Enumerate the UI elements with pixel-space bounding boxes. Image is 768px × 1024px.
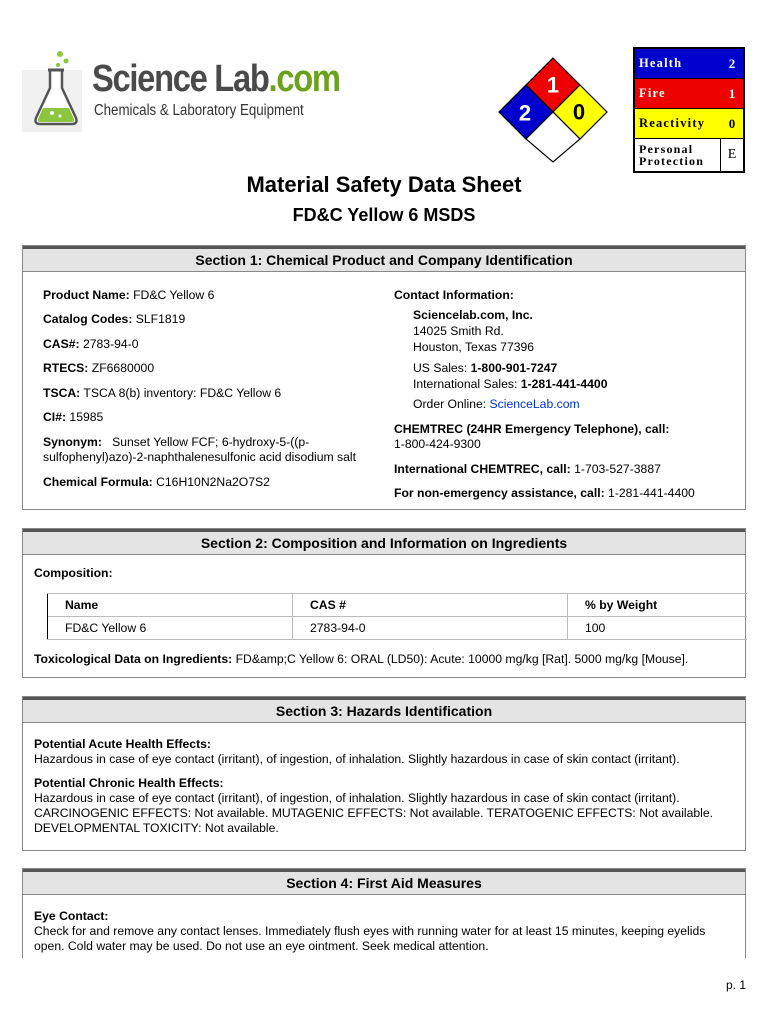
us-sales: US Sales: 1-800-901-7247 — [413, 361, 558, 375]
acute-health-effects: Potential Acute Health Effects: Hazardous in case of eye contact (irritant), of ingestion, of inhalation. Slightly hazardous in case of skin contact (irritant). — [34, 737, 680, 766]
section-3-body — [23, 723, 745, 852]
section-1-body — [23, 272, 745, 511]
address-line-2: Houston, Texas 77396 — [413, 340, 535, 354]
cas-field: CAS#: 2783-94-0 — [43, 337, 139, 351]
catalog-codes-field: Catalog Codes: SLF1819 — [43, 312, 186, 326]
nfpa-diamond — [498, 57, 608, 163]
section-4-heading: Section 4: First Aid Measures — [23, 869, 745, 895]
intl-sales: International Sales: 1-281-441-4400 — [413, 377, 608, 391]
ingredient-weight-cell: 100 — [568, 617, 748, 640]
address-line-1: 14025 Smith Rd. — [413, 324, 504, 338]
section-3 — [22, 696, 746, 851]
column-header-cas: CAS # — [293, 594, 568, 617]
hmis-fire-value: 1 — [728, 85, 736, 101]
column-header-name: Name — [48, 594, 293, 617]
eye-contact-info: Eye Contact: Check for and remove any contact lenses. Immediately flush eyes with running water for at least 15 minutes, keeping eyelids open. Cold water may be used. Do not use an eye ointment. Seek medical attention. — [34, 909, 706, 953]
ingredient-name-cell: FD&C Yellow 6 — [48, 617, 293, 640]
hmis-rating-table — [633, 47, 745, 173]
nfpa-health-value: 2 — [518, 100, 532, 126]
hmis-health-value: 2 — [728, 55, 736, 71]
chronic-health-effects: Potential Chronic Health Effects: Hazardous in case of eye contact (irritant), of ingestion, of inhalation. Slightly hazardous in case of skin contact (irritant). CARCINOGENIC EFFECTS: Not available. MUTAGENIC EFFECTS: Not available. TERATOGENIC EFFECTS: Not available. DEVELOPMENTAL TOXICITY: Not available. — [34, 776, 714, 835]
hmis-ppe-label: Personal Protection — [639, 142, 705, 168]
column-header-weight: % by Weight — [568, 594, 748, 617]
composition-table — [47, 593, 747, 640]
section-2 — [22, 528, 746, 678]
non-emergency-info: For non-emergency assistance, call: 1-281-441-4400 — [394, 486, 695, 500]
product-name-field: Product Name: FD&C Yellow 6 — [43, 288, 215, 302]
section-2-body — [23, 555, 745, 679]
hmis-ppe-row — [635, 139, 743, 171]
document-subtitle: FD&C Yellow 6 MSDS — [292, 205, 476, 225]
intl-chemtrec-info: International CHEMTREC, call: 1-703-527-3887 — [394, 462, 661, 476]
rtecs-field: RTECS: ZF6680000 — [43, 361, 155, 375]
hmis-health-label: Health — [639, 56, 683, 70]
sciencelab-link[interactable]: ScienceLab.com — [489, 397, 580, 411]
logo-wordmark: Science Lab.com — [92, 58, 340, 100]
nfpa-reactivity-value: 0 — [572, 99, 586, 125]
logo-tagline: Chemicals & Laboratory Equipment — [94, 102, 304, 119]
hmis-fire-label: Fire — [639, 86, 666, 100]
hmis-fire-row — [635, 79, 743, 109]
tsca-field: TSCA: TSCA 8(b) inventory: FD&C Yellow 6 — [43, 386, 282, 400]
section-1-heading: Section 1: Chemical Product and Company Identification — [23, 246, 745, 272]
sciencelab-logo — [22, 50, 340, 132]
document-title: Material Safety Data Sheet — [246, 172, 522, 197]
table-row — [48, 617, 748, 640]
flask-icon — [22, 50, 92, 132]
chemical-formula-field: Chemical Formula: C16H10N2Na2O7S2 — [43, 475, 270, 489]
section-3-heading: Section 3: Hazards Identification — [23, 697, 745, 723]
section-4-body — [23, 895, 745, 959]
table-header-row — [48, 594, 748, 617]
chemtrec-info: CHEMTREC (24HR Emergency Telephone), call: 1-800-424-9300 — [394, 422, 670, 451]
hmis-ppe-value: E — [720, 139, 743, 171]
section-2-heading: Section 2: Composition and Information on Ingredients — [23, 529, 745, 555]
ci-field: CI#: 15985 — [43, 410, 104, 424]
contact-info-label: Contact Information: — [394, 288, 514, 302]
section-1 — [22, 245, 746, 510]
company-name: Sciencelab.com, Inc. — [413, 308, 533, 322]
hmis-health-row — [635, 49, 743, 79]
page-number: p. 1 — [725, 978, 746, 992]
hmis-reactivity-row — [635, 109, 743, 139]
composition-label: Composition: — [34, 566, 113, 580]
toxicological-data: Toxicological Data on Ingredients: FD&amp;C Yellow 6: ORAL (LD50): Acute: 10000 mg/kg [Rat]. 5000 mg/kg [Mouse]. — [34, 652, 689, 666]
hmis-reactivity-label: Reactivity — [639, 116, 706, 130]
hmis-reactivity-value: 0 — [728, 115, 736, 131]
synonym-field: Synonym: Sunset Yellow FCF; 6-hydroxy-5-((p- sulfophenyl)azo)-2-naphthalenesulfonic acid disodium salt — [43, 435, 356, 464]
ingredient-cas-cell: 2783-94-0 — [293, 617, 568, 640]
nfpa-fire-value: 1 — [546, 72, 560, 98]
order-online: Order Online: ScienceLab.com — [413, 397, 580, 411]
section-4 — [22, 868, 746, 958]
